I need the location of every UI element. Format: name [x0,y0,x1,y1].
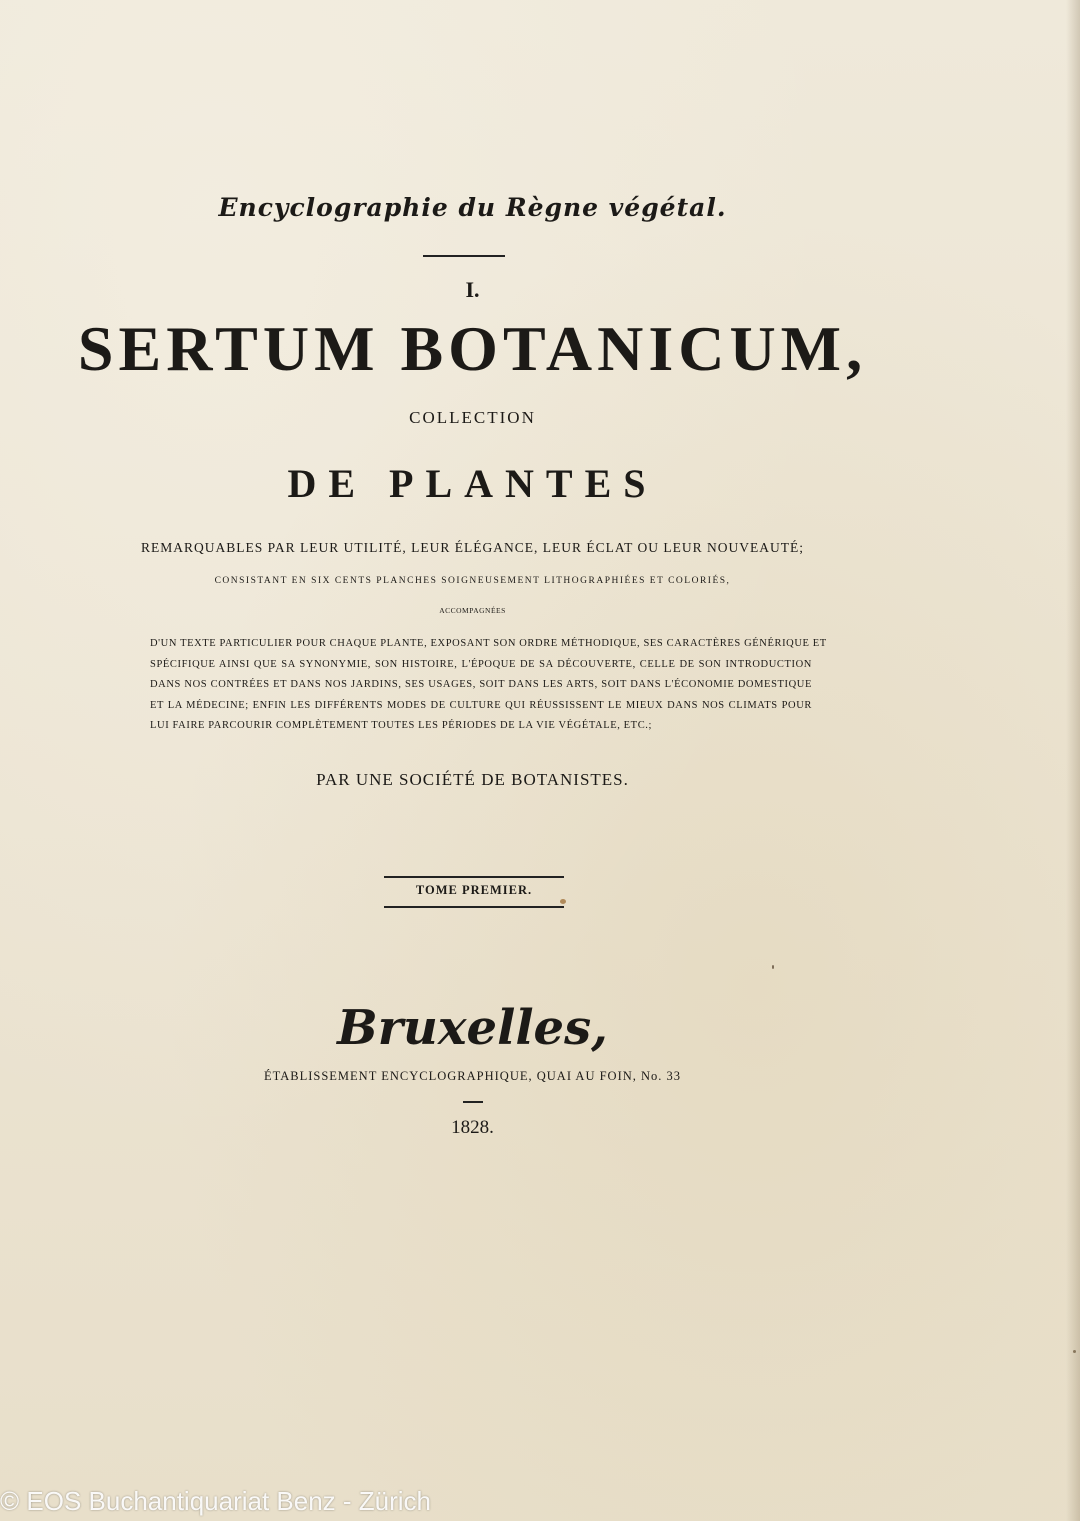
collection-label: COLLECTION [409,408,536,427]
description-line: LUI FAIRE PARCOURIR COMPLÈTEMENT TOUTES LES PÉRIODES DE LA VIE VÉGÉTALE, ETC.; [150,720,653,731]
volume-number: I. [465,277,480,302]
accompanied-label: ACCOMPAGNÉES [439,606,506,615]
description-line: SPÉCIFIQUE AINSI QUE SA SYNONYMIE, SON HISTOIRE, L'ÉPOQUE DE SA DÉCOUVERTE, CELLE DE SON INTRODUCTION [150,658,812,670]
description-line: DANS NOS CONTRÉES ET DANS NOS JARDINS, SES USAGES, SOIT DANS LES ARTS, SOIT DANS L'ÉCONOMIE DOMESTIQUE [150,679,812,690]
authors: PAR UNE SOCIÉTÉ DE BOTANISTES. [316,770,629,789]
series-title: Encyclographie du Règne végétal. [218,193,727,222]
year: 1828. [451,1117,494,1138]
description-line: ET LA MÉDECINE; ENFIN LES DIFFÉRENTS MODES DE CULTURE QUI RÉUSSISSENT LE MIEUX DANS NOS CLIMATS POUR [150,699,812,711]
main-title: SERTUM BOTANICUM, [77,313,868,384]
volume-label: TOME PREMIER. [415,883,533,897]
volume-rule-bottom [384,906,564,908]
subtitle: DE PLANTES [287,461,658,506]
foxing-spot [772,965,774,969]
city: Bruxelles, [337,1000,608,1056]
foxing-spot [560,899,566,904]
remarkable-line: REMARQUABLES PAR LEUR UTILITÉ, LEUR ÉLÉGANCE, LEUR ÉCLAT OU LEUR NOUVEAUTÉ; [141,540,804,555]
imprint: ÉTABLISSEMENT ENCYCLOGRAPHIQUE, QUAI AU FOIN, No. 33 [263,1069,682,1083]
copyright-watermark: © EOS Buchantiquariat Benz - Zürich [0,1486,432,1516]
year-divider [463,1101,483,1103]
description-line: D'UN TEXTE PARTICULIER POUR CHAQUE PLANTE, EXPOSANT SON ORDRE MÉTHODIQUE, SES CARACTÈRES GÉNÉRIQUE ET [150,638,827,649]
foxing-spot [1073,1350,1076,1353]
description-paragraph [150,634,827,737]
consisting-line: CONSISTANT EN SIX CENTS PLANCHES SOIGNEUSEMENT LITHOGRAPHIÉES ET COLORIÉS, [214,576,731,586]
series-divider [423,255,505,257]
volume-rule-top [384,876,564,878]
